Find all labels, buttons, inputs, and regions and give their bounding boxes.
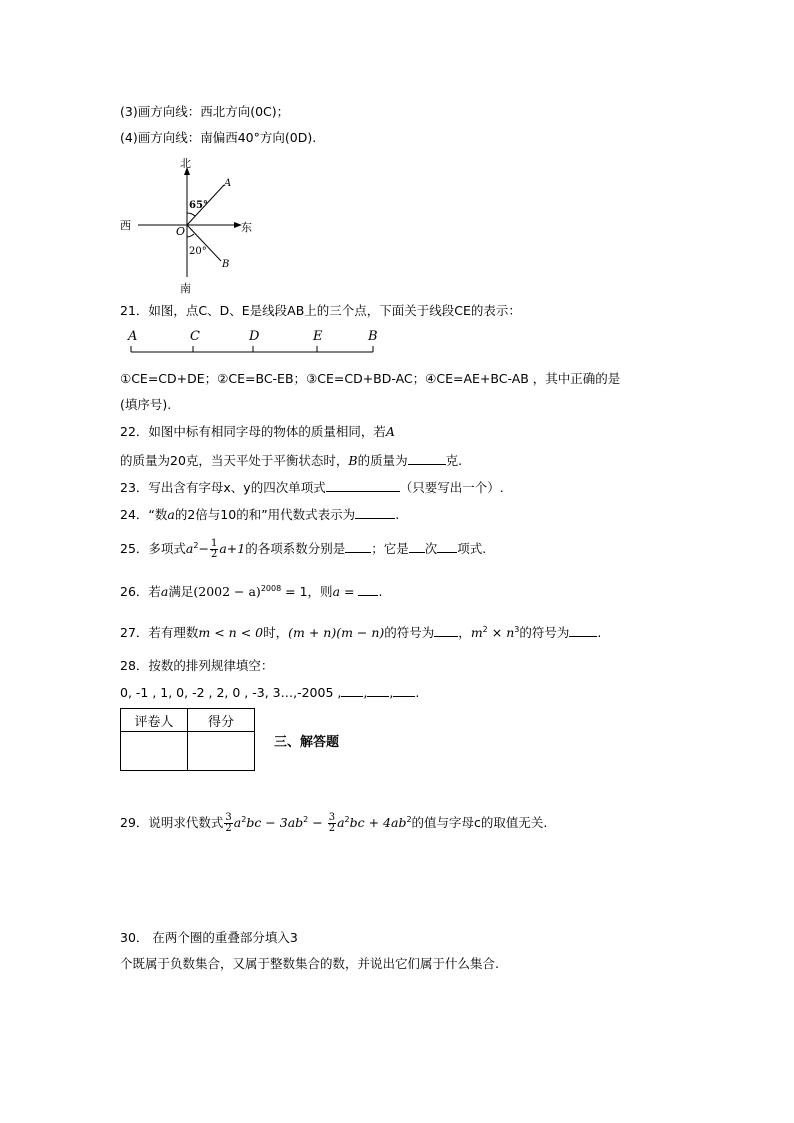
segment-point-c: C [190,329,200,344]
score-table-grader-cell[interactable] [121,732,188,771]
segment-point-a: A [128,329,138,344]
score-table-score-cell[interactable] [188,732,255,771]
segment-point-b: B [368,329,378,344]
q22-line1: 22．如图中标有相同字母的物体的质量相同，若A [120,424,395,439]
segment-point-d: D [249,329,260,344]
label-angle-65: 65° [189,200,208,211]
q30-line1: 30． 在两个圈的重叠部分填入3 [120,930,298,945]
label-angle-20: 20° [189,246,207,257]
score-table [120,708,255,771]
q21-options: ①CE=CD+DE；②CE=BC-EB；③CE=CD+BD-AC；④CE=AE+BC-AB ，其中正确的是 [120,371,621,386]
item-3: (3)画方向线：西北方向(0C)； [120,104,290,119]
label-west: 西 [120,219,131,232]
label-south: 南 [180,282,191,295]
segment-diagram [120,326,390,360]
label-origin: O [176,225,186,238]
q30-line2: 个既属于负数集合，又属于整数集合的数，并说出它们属于什么集合. [120,956,499,971]
q28-title: 28．按数的排列规律填空： [120,658,274,673]
compass-diagram [114,155,264,297]
section-title: 三、解答题 [274,735,340,750]
label-point-a: A [224,178,232,189]
segment-point-e: E [313,329,323,344]
q25-fraction: $\frac{1}{2}$ [210,538,218,561]
score-table-score-header: 得分 [188,709,255,732]
q25: 25．多项式$a^2-$ $\frac{1}{2}$ a+1的各项系数分别是 ；它是 次 项式. [120,538,487,561]
score-table-grader-header: 评卷人 [121,709,188,732]
q28-sequence: 0, -1 , 1, 0, -2 , 2, 0 , -3, 3…,-2005 , , , . [120,685,420,700]
label-east: 东 [241,221,252,234]
q21-text: 21．如图，点C、D、E是线段AB上的三个点，下面关于线段CE的表示： [120,303,521,318]
q21-fill: (填序号). [120,397,172,412]
item-4: (4)画方向线：南偏西40°方向(0D). [120,130,317,145]
q24: 24．“数a的2倍与10的和”用代数式表示为 . [120,507,400,522]
q22-line2: 的质量为20克，当天平处于平衡状态时，B的质量为 克. [120,453,463,468]
label-north: 北 [180,157,191,170]
q29: 29．说明求代数式 $\frac{3}{2}$ $a^2bc - 3ab^2$ − $\frac{3}{2}$ $a^2bc + 4ab^2$的值与字母c的取值无关. [120,812,548,835]
q26: 26．若a满足$(2002 - a)^{2008} = 1$，则a = . [120,584,383,600]
q27: 27．若有理数m < n < 0时，(m + n)(m − n)的符号为 ，$m^2 \times n^3$的符号为 . [120,625,602,641]
label-point-b: B [222,259,230,270]
q23: 23．写出含有字母x、y的四次单项式 （只要写出一个）. [120,480,504,495]
